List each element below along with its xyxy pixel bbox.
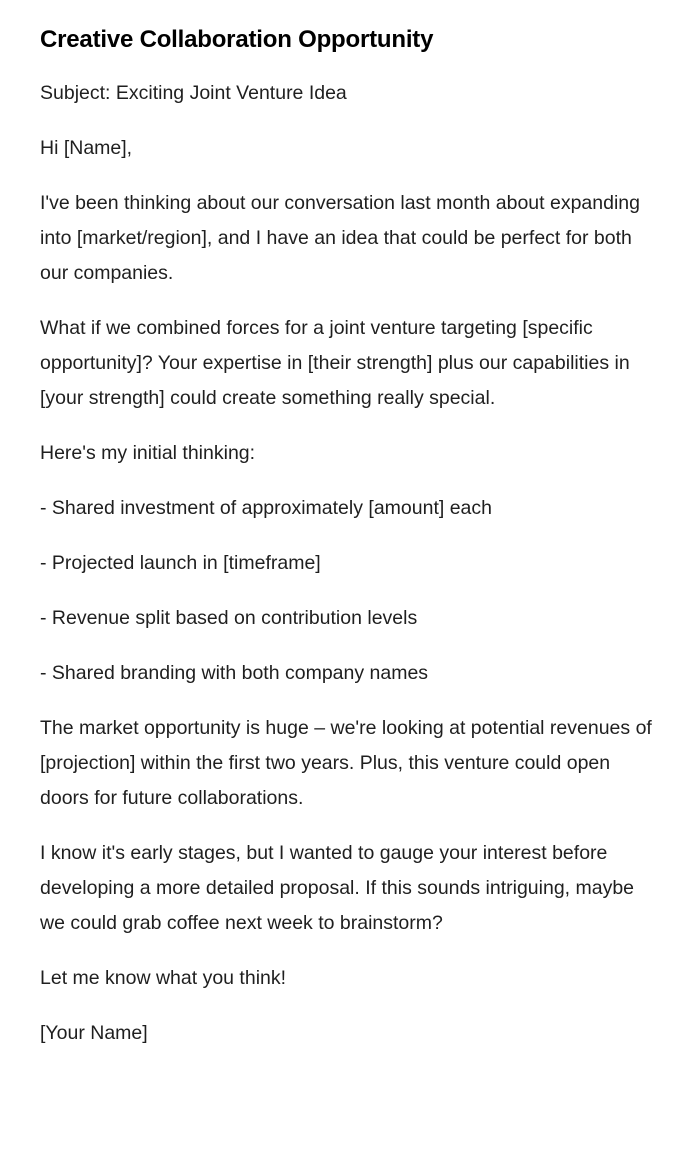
list-item: - Revenue split based on contribution levels: [40, 607, 418, 629]
body-paragraph-1: I've been thinking about our conversation last month about expanding into [market/region], and I have an idea that could be perfect for both our companies.: [40, 192, 640, 284]
body-paragraph-3: The market opportunity is huge – we're looking at potential revenues of [projection] within the first two years. Plus, this venture could open doors for future collaborations.: [40, 717, 652, 809]
list-item: - Projected launch in [timeframe]: [40, 552, 321, 574]
list-item: - Shared branding with both company names: [40, 662, 429, 684]
body-paragraph-4: I know it's early stages, but I wanted to gauge your interest before developing a more detailed proposal. If this sounds intriguing, maybe we could grab coffee next week to brainstorm?: [40, 842, 635, 934]
list-intro: Here's my initial thinking:: [40, 442, 256, 464]
email-subject: Subject: Exciting Joint Venture Idea: [40, 82, 347, 104]
body-paragraph-2: What if we combined forces for a joint venture targeting [specific opportunity]? Your expertise in [their strength] plus our capabilities in [your strength] could create something really special.: [40, 317, 630, 409]
document-title: Creative Collaboration Opportunity: [40, 26, 434, 53]
greeting: Hi [Name],: [40, 137, 133, 159]
list-item: - Shared investment of approximately [amount] each: [40, 497, 492, 519]
closing-line: Let me know what you think!: [40, 967, 287, 989]
signature: [Your Name]: [40, 1022, 148, 1044]
